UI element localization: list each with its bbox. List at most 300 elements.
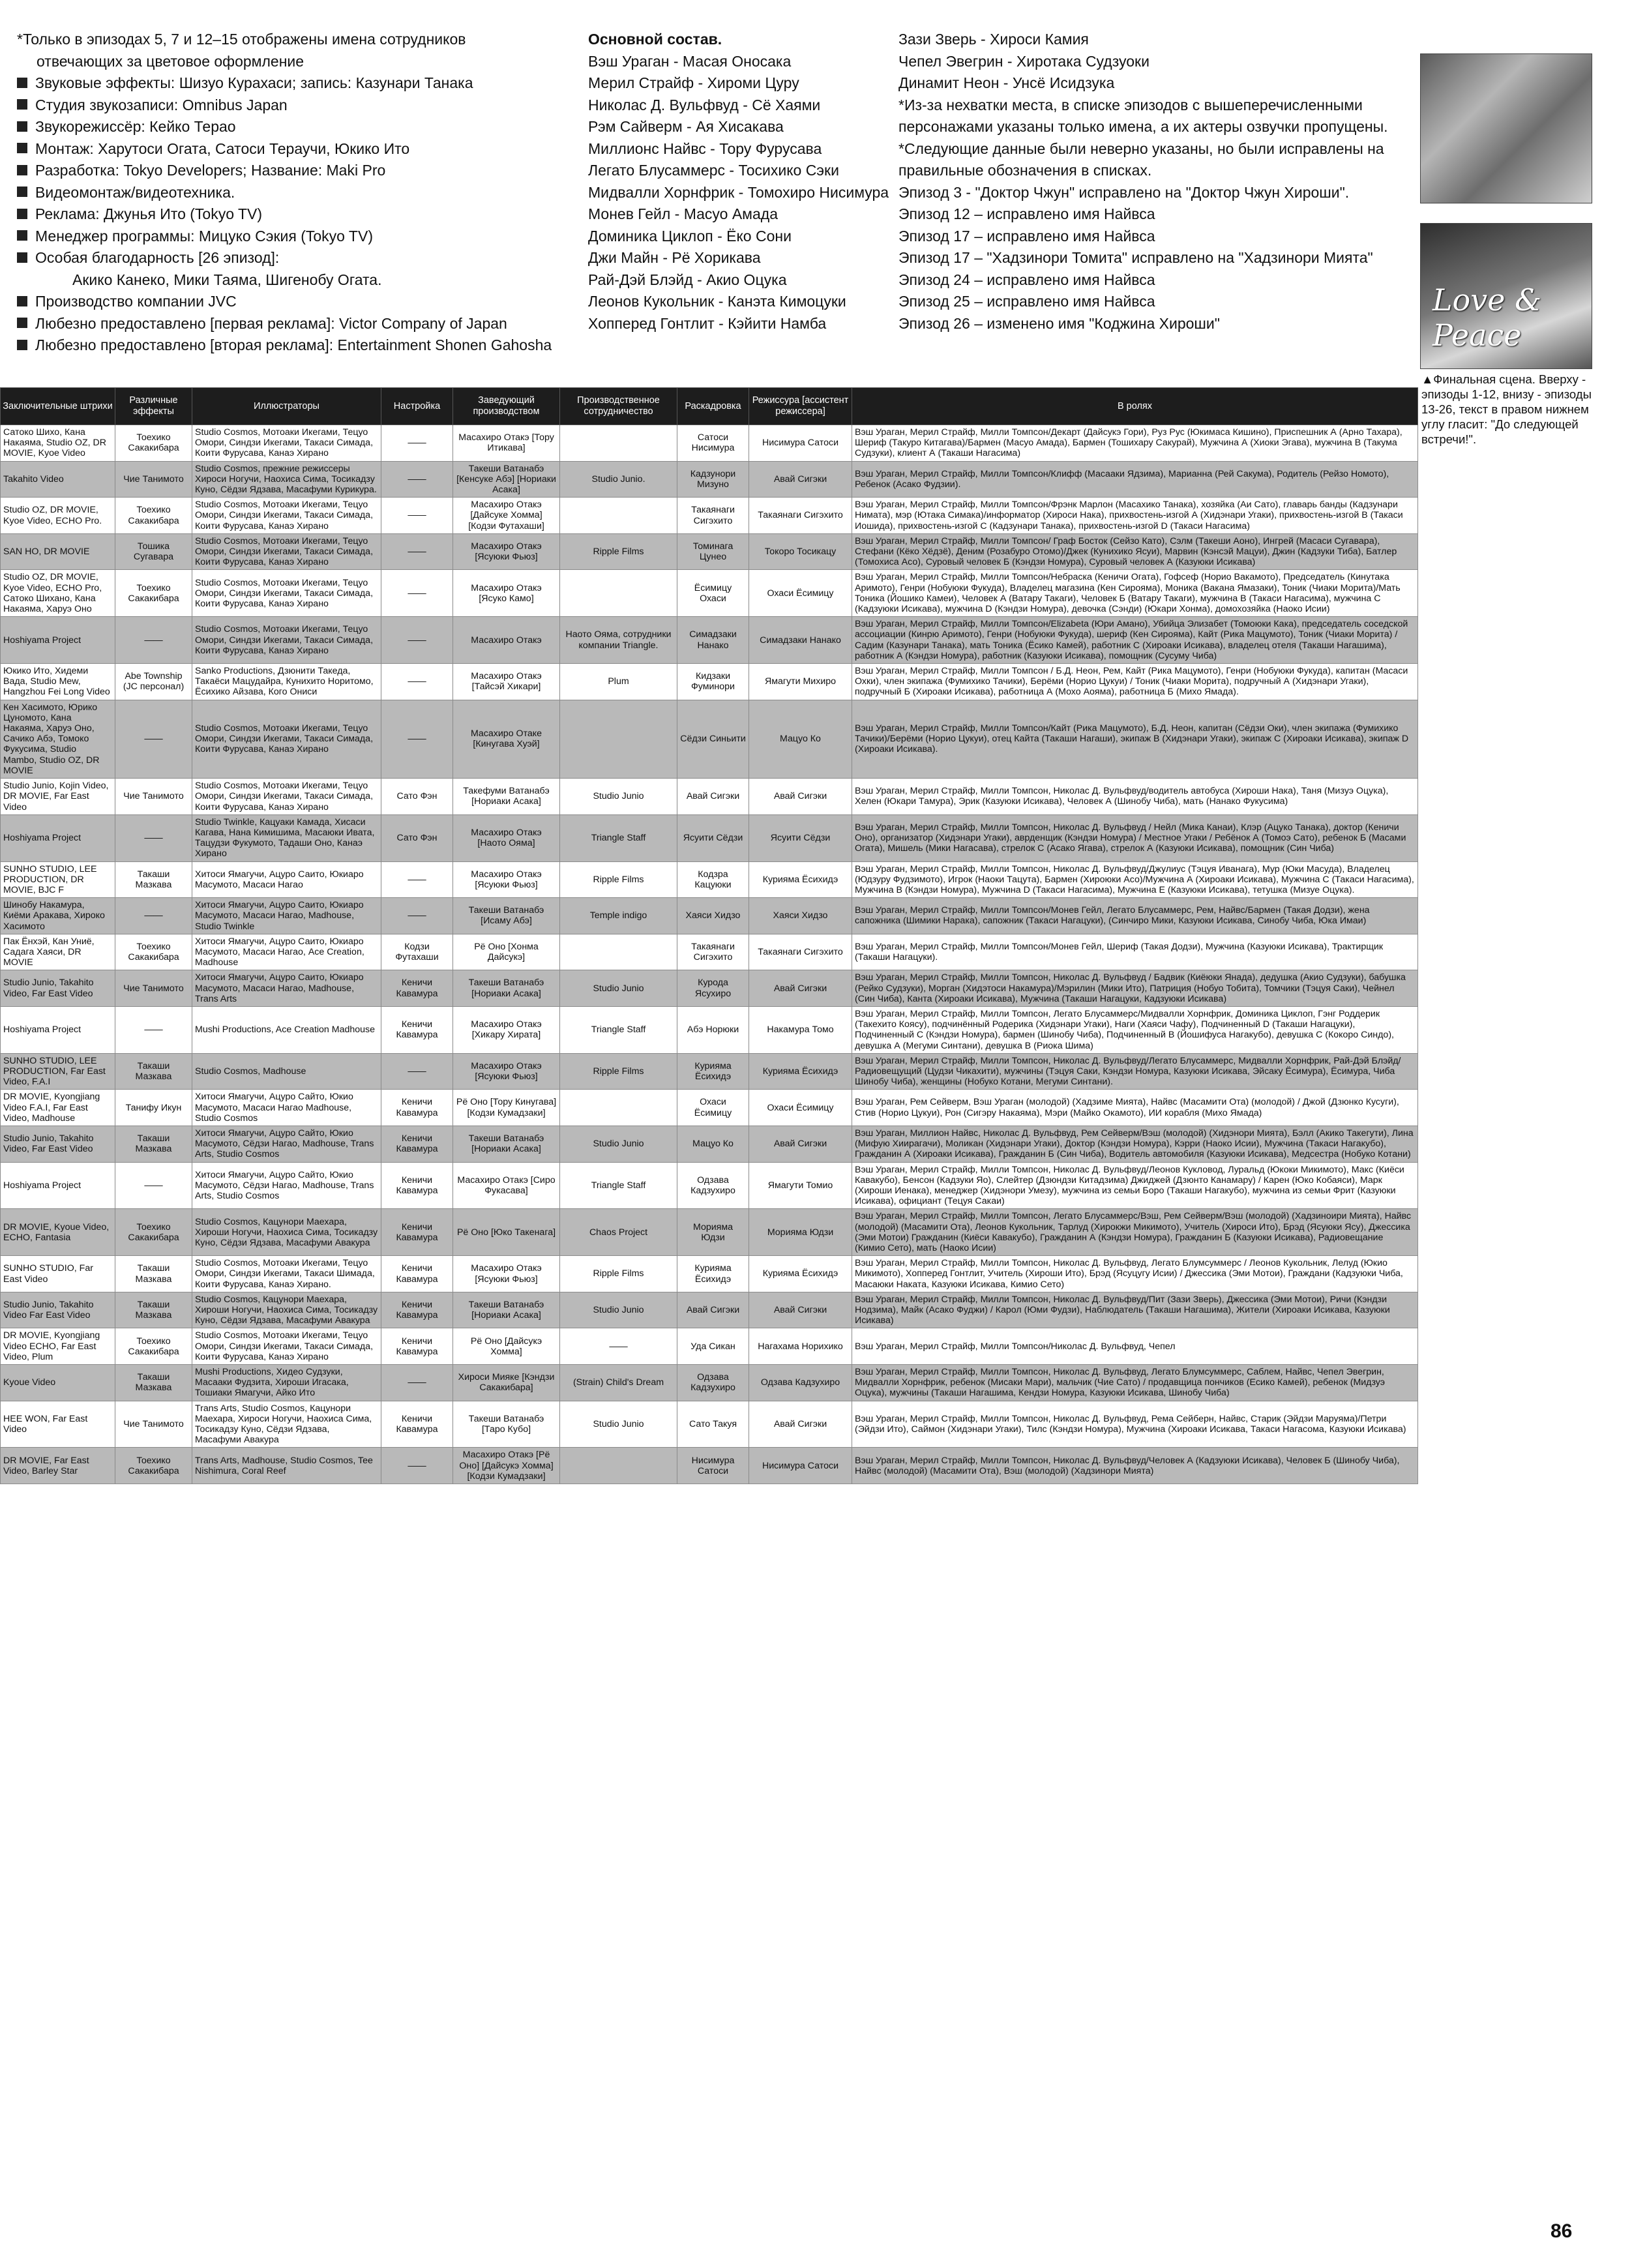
column-header: Настройка bbox=[381, 388, 453, 425]
table-cell: SUNHO STUDIO, Far East Video bbox=[1, 1256, 115, 1292]
table-cell: Studio Junio. bbox=[560, 461, 677, 498]
table-cell: Studio Cosmos, Мотоаки Икегами, Тецуо Омори, Синдзи Икегами, Такаси Симада, Коити Фурусава, Канаэ Хирано bbox=[192, 700, 381, 778]
table-cell: Takahito Video bbox=[1, 461, 115, 498]
cast-line-text: Мидвалли Хорнфрик - Томохиро Нисимура bbox=[588, 183, 889, 201]
table-cell: Масахиро Отакэ [Ясуко Камо] bbox=[453, 570, 560, 617]
credit-line bbox=[17, 138, 565, 160]
note-line bbox=[898, 95, 1368, 117]
table-cell: Вэш Ураган, Мерил Страйф, Милли Томпсон/Фрэнк Марлон (Масахико Танака), хозяйка (Аи Сато), главарь банды (Кадзунари Нимата), мэр (Ютака Симака)/информатор (Хироси Нака), прихвостень-изгой А (Хидэнари Угаки), прихвостень-изгой В (Такаси Иошида), прихвостень-изгой С (Кадзунари Танака), прихвостень-изгой D (Такаси Нагасима) bbox=[852, 498, 1418, 534]
table-cell: Томинага Цунео bbox=[677, 533, 749, 570]
table-row bbox=[1, 1256, 1418, 1292]
table-cell: Масахиро Отаке [Кинугава Хуэй] bbox=[453, 700, 560, 778]
table-cell: Чие Танимото bbox=[115, 1401, 192, 1448]
table-cell: Курода Ясухиро bbox=[677, 970, 749, 1007]
table-cell: DR MOVIE, Kyongjiang Video ECHO, Far East Video, Plum bbox=[1, 1328, 115, 1365]
table-cell: Охаси Ёсимицу bbox=[749, 570, 852, 617]
cast-line bbox=[588, 95, 875, 117]
table-cell: Studio Junio, Takahito Video Far East Video bbox=[1, 1292, 115, 1328]
table-cell bbox=[560, 498, 677, 534]
table-cell: Кеничи Кавамура bbox=[381, 1256, 453, 1292]
table-cell: —— bbox=[115, 700, 192, 778]
table-cell: Кеничи Кавамура bbox=[381, 1401, 453, 1448]
table-cell: Кадзунори Мизуно bbox=[677, 461, 749, 498]
table-cell: Studio Junio, Takahito Video, Far East Video bbox=[1, 970, 115, 1007]
left-credits bbox=[17, 29, 565, 357]
table-cell: Масахиро Отакэ [Хикару Хирата] bbox=[453, 1006, 560, 1053]
note-line bbox=[898, 182, 1368, 204]
table-cell: Масахиро Отакэ [Наото Ояма] bbox=[453, 814, 560, 861]
table-cell: Такаши Мазкава bbox=[115, 1126, 192, 1162]
table-cell: Studio Cosmos, Мотоаки Икегами, Тецуо Омори, Синдзи Икегами, Такаси Симада, Коити Фурусава, Канаэ Хирано bbox=[192, 498, 381, 534]
table-cell: Авай Сигэки bbox=[749, 1401, 852, 1448]
cast-notes bbox=[898, 29, 1388, 335]
table-cell: Вэш Ураган, Мерил Страйф, Милли Томпсон/Небраска (Кеничи Огата), Гофсеф (Норио Вакамото), Председатель (Кинутака Аримото), Генри (Нобуюки Фукуда), Владелец магазина (Кен Сирояма), Моника (Вакана Ямазаки), Тоник (Чиаки Морита)/Мать Тоника (Йошико Камеи), Человек А (Ватару Такаги), Человек Б (Ватару Такаги), мужчина В (Такаси Нагасима), мужчина С (Кадзуюки Исикава), мужчина D (Кэндзи Номура), девочка (Сэнди) (Юкари Хонма), домохозяйка (Наоко Исии) bbox=[852, 570, 1418, 617]
table-cell bbox=[560, 425, 677, 462]
table-cell: —— bbox=[381, 570, 453, 617]
table-cell: Такаши Мазкава bbox=[115, 1256, 192, 1292]
table-cell: —— bbox=[381, 664, 453, 700]
cast-line bbox=[588, 247, 875, 269]
table-cell: Хитоси Ямагучи, Ацуро Сайто, Юкио Масумото, Сёдзи Нагао, Madhouse, Trans Arts, Studio Cosmos bbox=[192, 1162, 381, 1209]
table-cell: Hoshiyama Project bbox=[1, 1006, 115, 1053]
bullet-icon bbox=[17, 121, 27, 132]
credit-line-text: Звукорежиссёр: Кейко Терао bbox=[35, 118, 236, 135]
table-cell: Пак Ёнхэй, Кан Униё, Садага Хаяси, DR MOVIE bbox=[1, 934, 115, 970]
table-cell: —— bbox=[381, 1365, 453, 1401]
table-cell: Вэш Ураган, Рем Сейверм, Вэш Ураган (молодой) (Хадзиме Мията), Найвс (Масамити Ота) (молодой) / Джой (Дзюнко Кусуги), Стив (Норио Цукуи), Рон (Сигэру Накаяма), Мэри (Майко Окамото), ИИ корабля (Михо Ямада) bbox=[852, 1090, 1418, 1126]
table-cell: Вэш Ураган, Мерил Страйф, Милли Томпсон, Николас Д. Вульфвуд / Нейл (Мика Канаи), Клэр (Ацуко Танака), доктор (Кеничи Оно), организатор (Хидэнари Угаки), аврденщик (Кэндзи Номура) / Местное Угаки / Ребёнок А (Томоэ Сато), ребенок Б (Масами Огата), Мишель (Мики Нагасава), стрелок С (Асако Ягава), стрелок А (Казуюки Исикава), помощник (Син Чиба) bbox=[852, 814, 1418, 861]
table-cell: Кеничи Кавамура bbox=[381, 1162, 453, 1209]
table-cell: Тоехико Сакакибара bbox=[115, 1328, 192, 1365]
table-cell: Studio OZ, DR MOVIE, Kyoe Video, ECHO Pro. bbox=[1, 498, 115, 534]
table-cell: —— bbox=[381, 425, 453, 462]
table-cell: —— bbox=[381, 533, 453, 570]
table-cell: Мацуо Ко bbox=[677, 1126, 749, 1162]
table-cell: Сато Фэн bbox=[381, 779, 453, 815]
table-cell: —— bbox=[115, 1006, 192, 1053]
table-row bbox=[1, 934, 1418, 970]
bullet-icon bbox=[17, 187, 27, 197]
table-cell: Кеничи Кавамура bbox=[381, 1090, 453, 1126]
cast-line bbox=[588, 182, 889, 204]
credit-line bbox=[17, 72, 565, 95]
bullet-icon bbox=[17, 209, 27, 219]
table-row bbox=[1, 533, 1418, 570]
cast-line-text: Легато Блусаммерс - Тосихико Сэки bbox=[588, 162, 839, 179]
note-line-text: *Из-за нехватки места, в списке эпизодов с вышеперечисленными bbox=[898, 96, 1363, 113]
table-cell: SUNHO STUDIO, LEE PRODUCTION, Far East Video, F.A.I bbox=[1, 1053, 115, 1090]
table-cell: Вэш Ураган, Мерил Страйф, Милли Томпсон, Николас Д. Вульфвуд, Рема Сейберн, Найвс, Старик (Эйдзи Маруяма)/Петри (Эйдзи Ито), Саймон (Хидэнари Угаки), Тилс (Кэндзи Номура), Мужчина (Хироаки Исикава, Такаси Нагасома, Казуюки Исикава) bbox=[852, 1401, 1418, 1448]
table-cell: Хитоси Ямагучи, Ацуро Сайто, Юкио Масумото, Масаси Нагао Madhouse, Studio Cosmos bbox=[192, 1090, 381, 1126]
main-cast-heading: Основной состав. bbox=[588, 31, 722, 48]
table-row bbox=[1, 1365, 1418, 1401]
table-cell: Такеши Ватанабэ [Нориаки Асака] bbox=[453, 1292, 560, 1328]
cast-line bbox=[588, 291, 875, 313]
credit-line-text: Звуковые эффекты: Шизуо Курахаси; запись: Казунари Танака bbox=[35, 74, 473, 91]
credit-line-text: Любезно предоставлено [первая реклама]: Victor Company of Japan bbox=[35, 314, 507, 332]
note-line-text: правильные обозначения в списках. bbox=[898, 162, 1152, 179]
cast-line bbox=[588, 160, 875, 182]
table-cell: Чие Танимото bbox=[115, 779, 192, 815]
credit-line bbox=[17, 226, 565, 248]
table-cell: Вэш Ураган, Мерил Страйф, Милли Томпсон, Николас Д. Вульфвуд, Легато Блумсуммерс, Саблем, Найвс, Чепел Эвегрин, Мидвалли Хорнфрик, ребенок (Мисаки Мари), мальчик (Чие Сато) / продавщица пончиков (Есико Камей), ребенок (Мидзуэ Оцука), мужчины (Такаши Нагашима, Кендзи Номура, Казуюки Исикава, Шинобу Чиба) bbox=[852, 1365, 1418, 1401]
table-cell: Studio OZ, DR MOVIE, Kyoe Video, ECHO Pro, Сатоко Шихано, Кана Накаяма, Харуэ Оно bbox=[1, 570, 115, 617]
table-cell: Абэ Норюки bbox=[677, 1006, 749, 1053]
table-cell: Kyoue Video bbox=[1, 1365, 115, 1401]
credit-line bbox=[17, 160, 565, 182]
cast-line-text: Миллионс Найвс - Тору Фурусава bbox=[588, 140, 822, 157]
table-cell: (Strain) Child's Dream bbox=[560, 1365, 677, 1401]
bullet-icon bbox=[17, 296, 27, 306]
table-cell: Studio Junio, Kojin Video, DR MOVIE, Far East Video bbox=[1, 779, 115, 815]
table-cell: Тоехико Сакакибара bbox=[115, 1448, 192, 1484]
credit-line-text: Разработка: Tokyo Developers; Название: Maki Pro bbox=[35, 162, 386, 179]
table-cell: Тоехико Сакакибара bbox=[115, 934, 192, 970]
table-cell bbox=[560, 1090, 677, 1126]
cast-line-text: Леонов Кукольник - Канэта Кимоцуки bbox=[588, 293, 846, 310]
table-cell: Вэш Ураган, Мерил Страйф, Милли Томпсон/Клифф (Масааки Ядзима), Марианна (Рей Сакума), Родитель (Рейзо Номото), Ребенок (Асако Фудзии). bbox=[852, 461, 1418, 498]
table-cell: Хитоси Ямагучи, Ацуро Саито, Юкиаро Масумото, Масаси Нагао, Ace Creation, Madhouse bbox=[192, 934, 381, 970]
table-row bbox=[1, 1209, 1418, 1256]
column-header: Производственное сотрудничество bbox=[560, 388, 677, 425]
photo-caption: ▲Финальная сцена. Вверху - эпизоды 1-12, внизу - эпизоды 13-26, текст в правом нижнем углу гласит: "До следующей встречи!". bbox=[1421, 372, 1592, 446]
table-cell: Курияма Ёсихидэ bbox=[749, 1053, 852, 1090]
column-header: Заключительные штрихи bbox=[1, 388, 115, 425]
table-row bbox=[1, 779, 1418, 815]
table-cell: Вэш Ураган, Мерил Страйф, Милли Томпсон, Легато Блусаммерс/Мидвалли Хорнфрик, Доминика Циклоп, Гэнг Роддерик (Такехито Коясу), подчинённый Родерика (Хидэнари Угаки), Наги (Хаяси Чафу), Подчиненный D (Такаши Нагацуки), Подчиненный С (Кэндзи Номура), бармен (Шинобу Чиба), Подчиненный В (Йошифуса Нагакубо), девушка С (Кокоро Синдо), девушка А (Мегуми Синтани), девушка В (Риока Шима) bbox=[852, 1006, 1418, 1053]
credit-line-text: Особая благодарность [26 эпизод]: bbox=[35, 249, 280, 266]
table-cell: Studio Junio bbox=[560, 1126, 677, 1162]
episode-credits-table-wrap bbox=[0, 387, 1417, 1484]
column-header: Раскадровка bbox=[677, 388, 749, 425]
table-cell: Сато Такуя bbox=[677, 1401, 749, 1448]
table-cell: Масахиро Отакэ [Сиро Фукасава] bbox=[453, 1162, 560, 1209]
table-cell: Морияма Юдзи bbox=[677, 1209, 749, 1256]
bullet-icon bbox=[17, 340, 27, 350]
note-line-text: Эпизод 25 – исправлено имя Найвса bbox=[898, 293, 1155, 310]
table-cell: Нисимура Сатоси bbox=[749, 425, 852, 462]
table-cell: Вэш Ураган, Мерил Страйф, Милли Томпсон / Б.Д. Неон, Рем, Кайт (Рика Мацумото), Генри (Нобуюки Фукуда), капитан (Масаси Охки), член экипажа (Фумихико Тачики), Берёми (Норио Цукуи) / Тоник (Чиаки Морита), подручный А (Хидэнари Угаки), подручный Б (Хироаки Исикава), работница А (Мохо Аояма), работница Б (Михо Ямада). bbox=[852, 664, 1418, 700]
table-cell: —— bbox=[381, 898, 453, 934]
cast-line bbox=[588, 269, 875, 291]
table-cell: Накамура Томо bbox=[749, 1006, 852, 1053]
table-cell: Temple indigo bbox=[560, 898, 677, 934]
table-cell: Хаяси Хидзо bbox=[677, 898, 749, 934]
table-cell: Тоехико Сакакибара bbox=[115, 425, 192, 462]
table-cell: Авай Сигэки bbox=[749, 1292, 852, 1328]
table-cell: Одзава Кадзухиро bbox=[677, 1162, 749, 1209]
table-cell: Наото Ояма, сотрудники компании Triangle. bbox=[560, 617, 677, 664]
table-cell: Triangle Staff bbox=[560, 1162, 677, 1209]
cast-line-text: Рай-Дэй Блэйд - Акио Оцука bbox=[588, 271, 787, 288]
bullet-icon bbox=[17, 252, 27, 263]
table-cell: Масахиро Отакэ [Ясуюки Фьюз] bbox=[453, 861, 560, 898]
note-line-text: Эпизод 12 – исправлено имя Найвса bbox=[898, 205, 1155, 222]
table-cell: HEE WON, Far East Video bbox=[1, 1401, 115, 1448]
table-cell: Вэш Ураган, Мерил Страйф, Милли Томпсон/Декарт (Дайсукэ Гори), Руз Рус (Юкимаса Кишино), Приспешник А (Арно Тахара), Шериф (Такуро Китагава)/Бармен (Масуо Амада), Бармен (Тошихару Сакурай), Мужчина А (Хиоки Эгава), мужчина В (Такума Судзуки), клиент А (Такаши Нагасима) bbox=[852, 425, 1418, 462]
table-row bbox=[1, 498, 1418, 534]
credit-line-text: Менеджер программы: Мицуко Сэкия (Tokyo TV) bbox=[35, 227, 373, 245]
table-cell: Такаянаги Сигэхито bbox=[749, 498, 852, 534]
table-cell: Такаянаги Сигэхито bbox=[677, 934, 749, 970]
table-cell: Кеничи Кавамура bbox=[381, 1006, 453, 1053]
table-cell: Вэш Ураган, Мерил Страйф, Милли Томпсон, Николас Д. Вульфвуд, Легато Блумсуммерс / Леонов Кукольник, Лелуд (Юкио Микимото), Хопперед Гонтлит, Учитель (Хироши Ито), Брэд (Ясуцугу Исии) / Джессика (Эми Мотои), Граждани (Кадзуюки Чиба, Масаюки Наката, Казуюки Исикава, Кимио Сето) bbox=[852, 1256, 1418, 1292]
credit-line-text: Производство компании JVC bbox=[35, 293, 237, 310]
table-cell: SAN HO, DR MOVIE bbox=[1, 533, 115, 570]
table-row bbox=[1, 1053, 1418, 1090]
episodes-note: *Только в эпизодах 5, 7 и 12–15 отображены имена сотрудников bbox=[17, 31, 466, 48]
table-cell: Вэш Ураган, Мерил Страйф, Милли Томпсон/Николас Д. Вульфвуд, Чепел bbox=[852, 1328, 1418, 1365]
bullet-icon bbox=[17, 99, 27, 110]
credit-line-text: Монтаж: Харутоси Огата, Сатоси Тераучи, Юкико Ито bbox=[35, 140, 410, 157]
table-cell: Studio Cosmos, Мотоаки Икегами, Тецуо Омори, Синдзи Икегами, Такаси Симада, Коити Фурусава, Канаэ Хирано bbox=[192, 779, 381, 815]
note-line-text: Зази Зверь - Хироси Камия bbox=[898, 31, 1089, 48]
table-cell: Triangle Staff bbox=[560, 814, 677, 861]
note-line bbox=[898, 72, 1368, 95]
table-cell: Одзава Кадзухиро bbox=[677, 1365, 749, 1401]
table-row bbox=[1, 814, 1418, 861]
table-cell: Hoshiyama Project bbox=[1, 1162, 115, 1209]
table-cell: Такеши Ватанабэ [Таро Кубо] bbox=[453, 1401, 560, 1448]
table-cell: Хироси Мияке [Кэндзи Сакакибара] bbox=[453, 1365, 560, 1401]
column-header: Различные эффекты bbox=[115, 388, 192, 425]
table-cell: Такаши Мазкава bbox=[115, 1292, 192, 1328]
table-cell: Кодзи Футахаши bbox=[381, 934, 453, 970]
table-row bbox=[1, 861, 1418, 898]
table-cell: Танифу Икун bbox=[115, 1090, 192, 1126]
table-cell: Токоро Тосикацу bbox=[749, 533, 852, 570]
table-cell: Вэш Ураган, Мерил Страйф, Милли Томпсон, Николас Д. Вульфвуд/Человек А (Кадзуюки Исикава), Человек Б (Шинобу Чиба), Найвс (молодой) (Масамити Ота), Вэш (молодой) (Хадзинори Мията) bbox=[852, 1448, 1418, 1484]
table-cell: —— bbox=[381, 1448, 453, 1484]
table-cell: Вэш Ураган, Мерил Страйф, Милли Томпсон, Николас Д. Вульфвуд / Бадвик (Киёюки Янада), дедушка (Акио Судзуки), бабушка (Рейко Судзуки), Морган (Хидэтоси Накамура)/Мэрилин (Мики Ито), Патриция (Нобуо Тобита), Томчики (Тэцуя Саки), Чейнел (Син Чиба), Канта (Хироаки Исикава), Мужчина (Такаши Нагацуки, Кадзуюки Исикава) bbox=[852, 970, 1418, 1007]
table-cell: Вэш Ураган, Мерил Страйф, Милли Томпсон/Кайт (Рика Мацумото), Б.Д. Неон, капитан (Сёдзи Оки), член экипажа (Фумихико Тачики)/Берёми (Норио Цукуи), отец Кайта (Такаши Нагаши), экипаж В (Хидэнари Угаки), экипаж С (Хироаки Исикава), экипаж D (Хироаки Исикава). bbox=[852, 700, 1418, 778]
table-row bbox=[1, 1162, 1418, 1209]
love-and-peace-logo: Love & Peace bbox=[1432, 282, 1542, 353]
note-line-text: Динамит Неон - Унсё Исидзука bbox=[898, 74, 1115, 91]
episode-credits-table bbox=[0, 387, 1418, 1484]
table-cell: SUNHO STUDIO, LEE PRODUCTION, DR MOVIE, BJC F bbox=[1, 861, 115, 898]
table-cell: Сатоко Шихо, Кана Накаяма, Studio OZ, DR MOVIE, Kyoe Video bbox=[1, 425, 115, 462]
note-line bbox=[898, 203, 1368, 226]
table-cell bbox=[560, 934, 677, 970]
table-cell: Вэш Ураган, Мерил Страйф, Милли Томпсон/Монев Гейл, Шериф (Такая Додзи), Мужчина (Казуюки Исикава), Трактирщик (Такаши Нагацуки). bbox=[852, 934, 1418, 970]
table-cell: Вэш Ураган, Мерил Страйф, Милли Томпсон/Elizabeta (Юри Амано), Убийца Элизабет (Томоюки Кака), председатель соседской ассоциации (Кинрю Аримото), Генри (Нобуюки Фукуда), шериф (Кен Сирояма), Кайт (Рика Мацумото), Тоник (Чиаки Морита) / Садим (Казунари Танака), мать Тоника (Ёсико Камей), работник С (Хироаки Исикава), владелец отеля (Такаши Нагашима), работник А (Кэндзи Номура), работник (Казуюки Исикава), помощник (Сусуму Чиба) bbox=[852, 617, 1418, 664]
note-line-text: Эпизод 17 – исправлено имя Найвса bbox=[898, 227, 1155, 245]
table-cell bbox=[560, 1448, 677, 1484]
cast-line-text: Хопперед Гонтлит - Кэйити Намба bbox=[588, 314, 827, 332]
table-cell: Кеничи Кавамура bbox=[381, 1209, 453, 1256]
table-row bbox=[1, 570, 1418, 617]
cast-line bbox=[588, 51, 875, 73]
table-cell: Mushi Productions, Ace Creation Madhouse bbox=[192, 1006, 381, 1053]
note-line bbox=[898, 160, 1368, 182]
table-cell: Вэш Ураган, Мерил Страйф, Милли Томпсон, Николас Д. Вульфвуд/Леонов Кукловод, Луральд (Юкоки Микимото), Макс (Киёси Кавакубо), Бенсон (Кадзуки Яо), Слейтер (Дзюндзи Китадзима) Джиджей (Дзюнто Канамару) / Карен (Юко Кобаяси), Марк (Хироши Иенака), менеджер (Хидэнори Умезу), мужчина из семьи Боро (Такаши Нагакубо), мужчина из семьи Фрит (Казуюки Исикава), официант (Тецуя Сакаи) bbox=[852, 1162, 1418, 1209]
table-cell: Такеши Ватанабэ [Нориаки Асака] bbox=[453, 970, 560, 1007]
bullet-icon bbox=[17, 165, 27, 175]
table-cell: Studio Junio bbox=[560, 1401, 677, 1448]
table-cell: Шинобу Накамура, Киёми Аракава, Хироко Хасимото bbox=[1, 898, 115, 934]
table-cell: Вэш Ураган, Миллион Найвс, Николас Д. Вульфвуд, Рем Сейверм/Вэш (молодой) (Хидэнори Мията), Бэлл (Акико Такегути), Лина (Мифую Хиирагачи), Моликан (Хидэнари Угаки), Доктор (Кэндзи Номура), Кэрри (Наоко Исии), Мужчина (Такаси Нагакубо), Гражданин А (Хироаки Исикава), Гражданин Б (Син Чиба), Водитель автомобиля (Казуюки Исикава), Медсестра (Нобуко Котани) bbox=[852, 1126, 1418, 1162]
table-cell: Такаши Мазкава bbox=[115, 1365, 192, 1401]
table-cell: Кеничи Кавамура bbox=[381, 1328, 453, 1365]
table-cell: Сатоси Нисимура bbox=[677, 425, 749, 462]
table-cell: Triangle Staff bbox=[560, 1006, 677, 1053]
cast-line-text: Николас Д. Вульфвуд - Сё Хаями bbox=[588, 96, 821, 113]
table-cell: Рё Оно [Юко Такенага] bbox=[453, 1209, 560, 1256]
watermark bbox=[1281, 1827, 1647, 2267]
note-line bbox=[898, 313, 1368, 335]
table-cell: Уда Сикан bbox=[677, 1328, 749, 1365]
credit-line-text: Видеомонтаж/видеотехника. bbox=[35, 183, 235, 201]
table-cell: Studio Cosmos, Мотоаки Икегами, Тецуо Омори, Синдзи Икегами, Такаси Симада, Коити Фурусава, Канаэ Хирано bbox=[192, 533, 381, 570]
table-cell: Вэш Ураган, Мерил Страйф, Милли Томпсон/Монев Гейл, Легато Блусаммерс, Рем, Найвс/Бармен (Такая Додзи), жена сапожника (Шимики Нарака), сапожник (Такаси Нагацуки), (Синчиро Мики, Казуюки Исикава, Синобу Чиба, Юка Имаи) bbox=[852, 898, 1418, 934]
table-cell: Авай Сигэки bbox=[749, 1126, 852, 1162]
table-cell: Масахиро Отакэ [Дайсуке Хомма] [Кодзи Футахаши] bbox=[453, 498, 560, 534]
table-cell: Тоехико Сакакибара bbox=[115, 498, 192, 534]
table-cell: —— bbox=[381, 1053, 453, 1090]
table-cell: Такефуми Ватанабэ [Нориаки Асака] bbox=[453, 779, 560, 815]
thanks-names: Акико Канеко, Мики Таяма, Шигенобу Огата. bbox=[72, 271, 382, 288]
table-cell: —— bbox=[115, 1162, 192, 1209]
table-cell: Курияма Ёсихидэ bbox=[677, 1053, 749, 1090]
table-cell: Хитоси Ямагучи, Ацуро Саито, Юкиаро Масумото, Масаси Нагао bbox=[192, 861, 381, 898]
table-cell: Чие Танимото bbox=[115, 461, 192, 498]
table-cell: Ямагути Михиро bbox=[749, 664, 852, 700]
credit-line bbox=[17, 116, 565, 138]
table-cell: Нисимура Сатоси bbox=[749, 1448, 852, 1484]
note-line-text: *Следующие данные были неверно указаны, но были исправлены на bbox=[898, 140, 1384, 157]
table-cell: Кодзра Кацуюки bbox=[677, 861, 749, 898]
table-cell: Хитоси Ямагучи, Ацуро Сайто, Юкио Масумото, Сёдзи Нагао, Madhouse, Trans Arts, Studio Cosmos bbox=[192, 1126, 381, 1162]
table-cell: Studio Cosmos, Мотоаки Икегами, Тецуо Омори, Синдзи Икегами, Такаси Симада, Коити Фурусава, Канаэ Хирано bbox=[192, 570, 381, 617]
table-cell: Такеши Ватанабэ [Кенсуке Абэ] [Нориаки Асака] bbox=[453, 461, 560, 498]
table-row bbox=[1, 1292, 1418, 1328]
credit-line bbox=[17, 335, 565, 357]
column-header: Заведующий производством bbox=[453, 388, 560, 425]
table-cell: Studio Junio bbox=[560, 779, 677, 815]
table-cell: Studio Cosmos, Мотоаки Икегами, Тецуо Омори, Синдзи Икегами, Такаси Шимада, Коити Фурусава, Канаэ Хирано. bbox=[192, 1256, 381, 1292]
table-cell: —— bbox=[381, 498, 453, 534]
credit-line-text: Студия звукозаписи: Omnibus Japan bbox=[35, 96, 288, 113]
table-cell: Рё Оно [Тору Кинугава] [Кодзи Кумадзаки] bbox=[453, 1090, 560, 1126]
bullet-icon bbox=[17, 230, 27, 241]
table-cell: Trans Arts, Madhouse, Studio Cosmos, Tee Nishimura, Coral Reef bbox=[192, 1448, 381, 1484]
table-cell: Ясуити Сёдзи bbox=[677, 814, 749, 861]
main-cast bbox=[588, 29, 889, 335]
table-cell: Вэш Ураган, Мерил Страйф, Милли Томпсон/ Граф Босток (Сейзо Като), Сэлм (Такеши Аоно), Ингрей (Масаси Сугавара), Стефани (Кёко Хёдзё), Деним (Розабуро Отомо)/Джек (Кунихико Ясуи), Марвин (Кэнсэй Мацуи), Джин (Кадзуки Тиба), Батлер (Томохиса Асо), Суровый человек Б (Кэндзи Номура), Суровый человек А (Казуюки Исикава) bbox=[852, 533, 1418, 570]
table-cell: Мацуо Ко bbox=[749, 700, 852, 778]
table-cell: Хаяси Хидзо bbox=[749, 898, 852, 934]
watermark-sub bbox=[1281, 1827, 1546, 1968]
table-cell: Кеничи Кавамура bbox=[381, 1292, 453, 1328]
table-cell: —— bbox=[115, 898, 192, 934]
cast-line-text: Джи Майн - Рё Хорикава bbox=[588, 249, 761, 266]
table-cell: Mushi Productions, Хидео Судзуки, Масааки Фудзита, Хироши Игасака, Тошиаки Ямагучи, Айко Ито bbox=[192, 1365, 381, 1401]
table-cell: Ripple Films bbox=[560, 1256, 677, 1292]
table-cell: Тоехико Сакакибара bbox=[115, 570, 192, 617]
table-cell: Вэш Ураган, Мерил Страйф, Милли Томпсон, Николас Д. Вульфвуд/Пит (Зази Зверь), Джессика (Эми Мотои), Ричи (Кэндзи Нодзима), Майк (Асако Фуджи) / Карол (Юми Фудзи), Наблюдатель (Такаши Нагашима), Жители (Хироаки Исикава, Казуюки Исикава) bbox=[852, 1292, 1418, 1328]
table-cell: Hoshiyama Project bbox=[1, 814, 115, 861]
table-cell bbox=[560, 700, 677, 778]
table-cell: Такаянаги Сигэхито bbox=[677, 498, 749, 534]
table-header-row bbox=[1, 388, 1418, 425]
table-cell: Studio Junio, Takahito Video, Far East Video bbox=[1, 1126, 115, 1162]
note-line-text: Эпизод 24 – исправлено имя Найвса bbox=[898, 271, 1155, 288]
table-row bbox=[1, 1401, 1418, 1448]
table-cell: —— bbox=[560, 1328, 677, 1365]
table-cell: Авай Сигэки bbox=[677, 779, 749, 815]
table-cell: —— bbox=[381, 861, 453, 898]
table-cell: Масахиро Отакэ [Ясуюки Фьюз] bbox=[453, 1256, 560, 1292]
table-cell: Курияма Ёсихидэ bbox=[749, 1256, 852, 1292]
table-row bbox=[1, 700, 1418, 778]
credit-line bbox=[17, 203, 565, 226]
table-row bbox=[1, 1090, 1418, 1126]
table-cell: Рё Оно [Дайсукэ Хомма] bbox=[453, 1328, 560, 1365]
table-cell: Нисимура Сатоси bbox=[677, 1448, 749, 1484]
cast-line bbox=[588, 313, 875, 335]
bullet-icon bbox=[17, 143, 27, 153]
cast-line-text: Монев Гейл - Масуо Амада bbox=[588, 205, 778, 222]
bullet-icon bbox=[17, 78, 27, 88]
table-cell: DR MOVIE, Kyoue Video, ECHO, Fantasia bbox=[1, 1209, 115, 1256]
cast-line-text: Мерил Страйф - Хироми Цуру bbox=[588, 74, 799, 91]
watermark-text bbox=[1281, 1827, 1546, 1968]
table-cell: Вэш Ураган, Мерил Страйф, Милли Томпсон, Николас Д. Вульфвуд/Джулиус (Тэцуя Иванага), Мур (Юки Масуда), Владелец (Юдзуру Фудзимото), Игрок (Наоки Тацута), Бармен (Хироюки Асо)/Мужчина А (Хироаки Исикава), Мужчина С (Такаси Нагасима), Мужчина В (Кэндзи Номура), Мужчина D (Такаси Нагасима), Мужчина Е (Казуюки Исикава), тетушка (Мизуе Оцука). bbox=[852, 861, 1418, 898]
table-cell: Studio Junio bbox=[560, 1292, 677, 1328]
table-cell: DR MOVIE, Kyongjiang Video F.A.I, Far East Video, Madhouse bbox=[1, 1090, 115, 1126]
table-row bbox=[1, 1328, 1418, 1365]
table-row bbox=[1, 617, 1418, 664]
table-cell: Кидзаки Фуминори bbox=[677, 664, 749, 700]
table-cell: —— bbox=[381, 461, 453, 498]
table-cell: Вэш Ураган, Мерил Страйф, Милли Томпсон, Николас Д. Вульфвуд/Легато Блусаммерс, Мидвалли Хорнфрик, Рай-Дэй Блэйд/Радиовещущий (Цудзи Чикахити), мужчины (Тэцуя Саки, Кэндзи Номура, Казуюки Исикава, Эйсаку Ёсимура), Ёсимура, Чиба Шинобу Чиба), женщины (Нобуко Котани, Мегуми Синтани). bbox=[852, 1053, 1418, 1090]
table-cell: Studio Junio bbox=[560, 970, 677, 1007]
table-cell: Studio Twinkle, Кацуаки Камада, Хисаси Кагава, Нана Кимишима, Масаюки Ивата, Тацудзи Фукумото, Тадаши Оно, Канаэ Хирано bbox=[192, 814, 381, 861]
table-cell: Охаси Ёсимицу bbox=[677, 1090, 749, 1126]
table-cell: Studio Cosmos, Мотоаки Икегами, Тецуо Омори, Синдзи Икегами, Такаси Симада, Коити Фурусава, Канаэ Хирано bbox=[192, 425, 381, 462]
table-row bbox=[1, 1126, 1418, 1162]
credit-line bbox=[17, 291, 565, 313]
table-cell: Вэш Ураган, Мерил Страйф, Милли Томпсон, Николас Д. Вульфвуд/водитель автобуса (Хироши Нака), Таня (Мизуэ Оцука), Хелен (Юкари Тамура), Эрик (Казуюки Исикава), Человек А (Шинобу Чиба), мать (Нанако Фукусима) bbox=[852, 779, 1418, 815]
table-cell: Сёдзи Синьити bbox=[677, 700, 749, 778]
table-row bbox=[1, 461, 1418, 498]
cast-line-text: Доминика Циклоп - Ёко Сони bbox=[588, 227, 792, 245]
table-cell: Симадзаки Нанако bbox=[749, 617, 852, 664]
table-cell: Ёсимицу Охаси bbox=[677, 570, 749, 617]
table-cell bbox=[560, 570, 677, 617]
table-row bbox=[1, 425, 1418, 462]
table-cell: Кеничи Кавамура bbox=[381, 970, 453, 1007]
table-cell: Авай Сигэки bbox=[677, 1292, 749, 1328]
table-cell: Авай Сигэки bbox=[749, 461, 852, 498]
table-cell: Hoshiyama Project bbox=[1, 617, 115, 664]
note-line bbox=[898, 269, 1368, 291]
column-header: В ролях bbox=[852, 388, 1418, 425]
table-cell: Масахиро Отакэ [Ясуюки Фьюз] bbox=[453, 533, 560, 570]
table-row bbox=[1, 1006, 1418, 1053]
table-cell: Ripple Films bbox=[560, 1053, 677, 1090]
table-cell: Studio Cosmos, Кацунори Маехара, Хироши Ногучи, Наохиса Сима, Тосикадзу Куно, Сёдзи Ядзава, Масафуми Авакура bbox=[192, 1209, 381, 1256]
table-cell: Вэш Ураган, Мерил Страйф, Милли Томпсон, Легато Блусаммерс/Вэш, Рем Сейверм/Вэш (молодой) (Хадзиноири Мията), Найвс (молодой) (Масамити Ота), Леонов Кукольник, Тарлуд (Хирокжи Микимото), Учитель (Хироси Ито), Брэд (Ясуюки Ясу), Джессика (Эми Мотои) Гражданин (Киёси Кавакубо), Гражданин А (Кэндзи Номура), Гражданин Б (Казуюки Исикава), Радиовещание (Кимио Сето), мать (Наоко Исии) bbox=[852, 1209, 1418, 1256]
cast-line bbox=[588, 138, 875, 160]
table-cell: Хитоси Ямагучи, Ацуро Саито, Юкиаро Масумото, Масаси Нагао, Madhouse, Trans Arts bbox=[192, 970, 381, 1007]
table-cell: Studio Cosmos, Мотоаки Икегами, Тецуо Омори, Синдзи Икегами, Такаси Симада, Коити Фурусава, Канаэ Хирано bbox=[192, 617, 381, 664]
table-cell: Охаси Ёсимицу bbox=[749, 1090, 852, 1126]
note-line-text: Эпизод 3 - "Доктор Чжун" исправлено на "Доктор Чжун Хироши". bbox=[898, 183, 1350, 201]
episodes-note-cont: отвечающих за цветовое оформление bbox=[37, 52, 304, 70]
cast-line bbox=[588, 116, 875, 138]
